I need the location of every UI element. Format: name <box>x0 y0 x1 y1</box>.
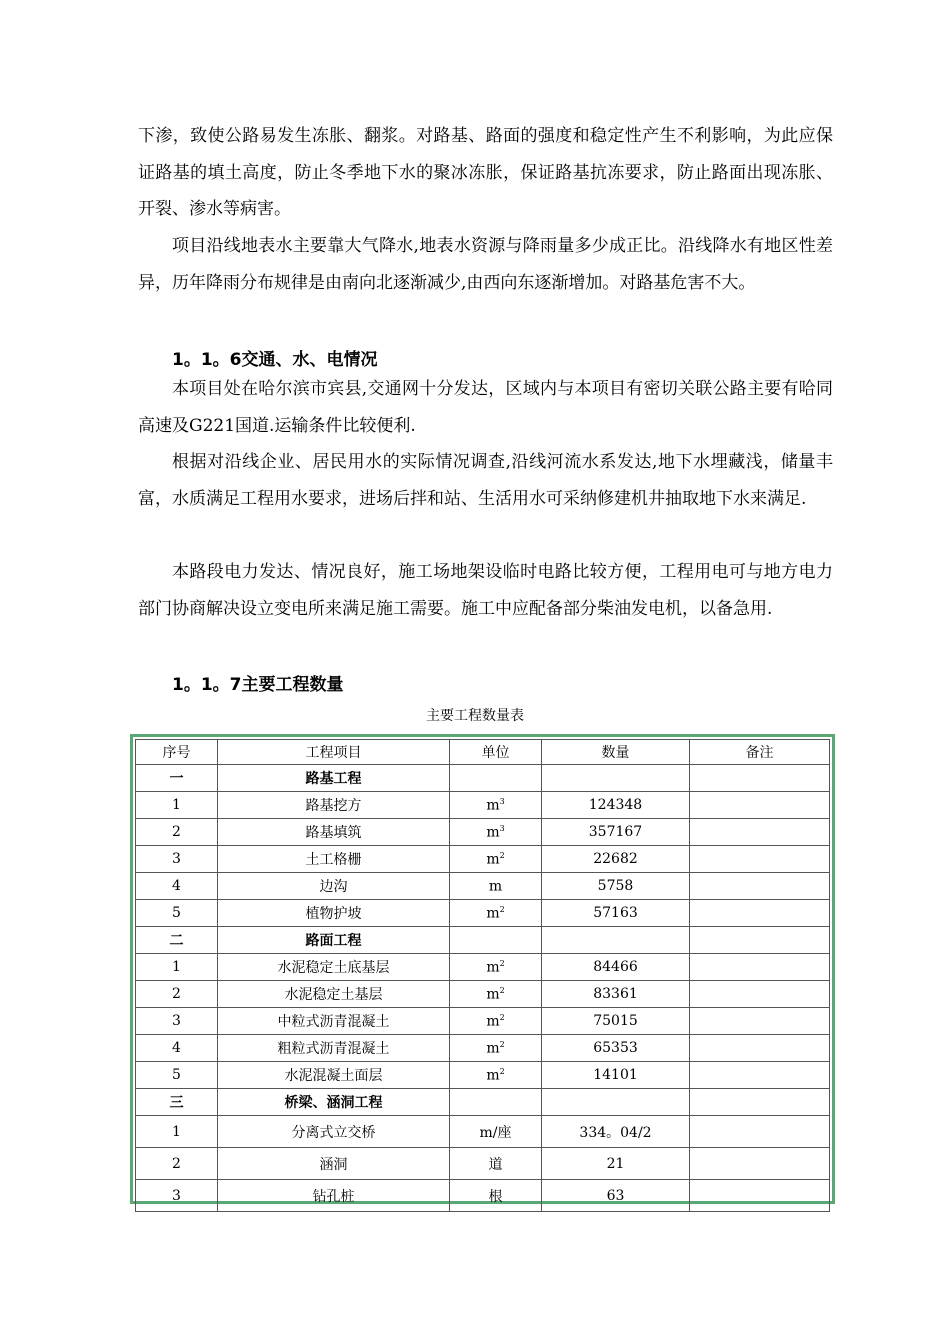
row-quantity: 357167 <box>542 819 690 846</box>
row-unit-exponent: 2 <box>499 904 505 914</box>
row-number: 3 <box>136 846 218 873</box>
row-unit: m <box>486 797 500 814</box>
section-note-empty <box>690 927 830 954</box>
row-unit: m <box>486 1040 500 1057</box>
section-heading-traffic-water-power: 1。1。6交通、水、电情况 <box>172 350 378 370</box>
row-quantity: 334。04/2 <box>542 1116 690 1148</box>
row-note <box>690 873 830 900</box>
row-unit-cell <box>450 1180 542 1212</box>
row-note <box>690 981 830 1008</box>
table-caption: 主要工程数量表 <box>426 708 524 724</box>
row-quantity: 83361 <box>542 981 690 1008</box>
row-number: 2 <box>136 819 218 846</box>
row-item: 植物护坡 <box>218 900 450 927</box>
row-number: 4 <box>136 873 218 900</box>
section-row <box>136 1089 830 1116</box>
row-note <box>690 792 830 819</box>
row-item: 路基挖方 <box>218 792 450 819</box>
table-row <box>136 900 830 927</box>
table-row <box>136 1008 830 1035</box>
row-unit: m <box>486 986 500 1003</box>
header-no: 序号 <box>136 740 218 765</box>
row-item: 水泥稳定土基层 <box>218 981 450 1008</box>
row-unit: m/座 <box>479 1124 512 1141</box>
row-note <box>690 1148 830 1180</box>
header-unit: 单位 <box>450 740 542 765</box>
header-qty: 数量 <box>542 740 690 765</box>
row-unit-cell <box>450 846 542 873</box>
row-quantity: 14101 <box>542 1062 690 1089</box>
section-qty-empty <box>542 1089 690 1116</box>
row-note <box>690 819 830 846</box>
row-unit-cell <box>450 1148 542 1180</box>
section-note-empty <box>690 1089 830 1116</box>
row-unit: m <box>488 878 503 895</box>
row-unit: m <box>486 905 500 922</box>
row-item: 边沟 <box>218 873 450 900</box>
row-note <box>690 900 830 927</box>
row-quantity: 75015 <box>542 1008 690 1035</box>
row-number: 1 <box>136 954 218 981</box>
section-heading-quantities: 1。1。7主要工程数量 <box>172 675 344 695</box>
table-body <box>136 765 830 1212</box>
table-row <box>136 1180 830 1212</box>
table-row <box>136 846 830 873</box>
row-unit-cell <box>450 1035 542 1062</box>
table-row <box>136 792 830 819</box>
section-title: 路面工程 <box>218 927 450 954</box>
section-number: 二 <box>136 927 218 954</box>
row-note <box>690 954 830 981</box>
row-quantity: 124348 <box>542 792 690 819</box>
row-item: 中粒式沥青混凝土 <box>218 1008 450 1035</box>
row-unit-cell <box>450 792 542 819</box>
table-row <box>136 873 830 900</box>
table-row <box>136 981 830 1008</box>
section-qty-empty <box>542 927 690 954</box>
row-unit: m <box>486 1013 500 1030</box>
row-unit-exponent: 2 <box>499 985 505 995</box>
table-row <box>136 954 830 981</box>
row-unit-cell <box>450 819 542 846</box>
section-title: 桥梁、涵洞工程 <box>218 1089 450 1116</box>
row-unit-cell <box>450 900 542 927</box>
paragraph-power: 本路段电力发达、情况良好，施工场地架设临时电路比较方便，工程用电可与地方电力部门协商解决设立变电所来满足施工需要。施工中应配备部分柴油发电机，以备急用. <box>138 562 833 619</box>
paragraph-traffic: 本项目处在哈尔滨市宾县,交通网十分发达，区域内与本项目有密切关联公路主要有哈同高速及G221国道.运输条件比较便利. <box>138 379 833 436</box>
row-quantity: 84466 <box>542 954 690 981</box>
row-number: 3 <box>136 1180 218 1212</box>
quantities-table-frame <box>130 734 835 1204</box>
row-item: 分离式立交桥 <box>218 1116 450 1148</box>
row-unit: m <box>486 851 500 868</box>
row-unit-exponent: 2 <box>499 1066 505 1076</box>
row-quantity: 63 <box>542 1180 690 1212</box>
row-unit-cell <box>450 1116 542 1148</box>
section-number: 一 <box>136 765 218 792</box>
row-number: 2 <box>136 1148 218 1180</box>
row-unit: m <box>486 824 500 841</box>
table-header-row <box>136 740 830 765</box>
row-number: 2 <box>136 981 218 1008</box>
table-row <box>136 1116 830 1148</box>
paragraph-water: 根据对沿线企业、居民用水的实际情况调查,沿线河流水系发达,地下水埋藏浅，储量丰富，水质满足工程用水要求，进场后拌和站、生活用水可采纳修建机井抽取地下水来满足. <box>138 452 833 509</box>
row-unit-exponent: 2 <box>499 958 505 968</box>
section-number: 三 <box>136 1089 218 1116</box>
row-number: 1 <box>136 1116 218 1148</box>
row-unit-cell <box>450 1008 542 1035</box>
paragraph-frost-heave: 下渗，致使公路易发生冻胀、翻浆。对路基、路面的强度和稳定性产生不利影响，为此应保证路基的填土高度，防止冬季地下水的聚冰冻胀，保证路基抗冻要求，防止路面出现冻胀、开裂、渗水等病害。 <box>138 126 833 219</box>
table-row <box>136 819 830 846</box>
row-unit: m <box>486 959 500 976</box>
table-row <box>136 1062 830 1089</box>
row-item: 涵洞 <box>218 1148 450 1180</box>
table-row <box>136 1148 830 1180</box>
row-note <box>690 1180 830 1212</box>
row-quantity: 65353 <box>542 1035 690 1062</box>
row-number: 5 <box>136 900 218 927</box>
section-row <box>136 765 830 792</box>
header-note: 备注 <box>690 740 830 765</box>
row-unit-exponent: 3 <box>499 796 505 806</box>
row-quantity: 57163 <box>542 900 690 927</box>
row-unit-cell <box>450 1062 542 1089</box>
section-note-empty <box>690 765 830 792</box>
row-unit-exponent: 2 <box>499 850 505 860</box>
row-note <box>690 846 830 873</box>
row-item: 粗粒式沥青混凝土 <box>218 1035 450 1062</box>
section-unit-empty <box>450 765 542 792</box>
row-quantity: 21 <box>542 1148 690 1180</box>
row-item: 水泥混凝土面层 <box>218 1062 450 1089</box>
row-item: 土工格栅 <box>218 846 450 873</box>
section-title: 路基工程 <box>218 765 450 792</box>
row-note <box>690 1062 830 1089</box>
row-unit-cell <box>450 873 542 900</box>
row-item: 路基填筑 <box>218 819 450 846</box>
row-note <box>690 1035 830 1062</box>
row-unit-cell <box>450 954 542 981</box>
row-unit: m <box>486 1067 500 1084</box>
row-note <box>690 1116 830 1148</box>
row-quantity: 5758 <box>542 873 690 900</box>
row-unit: 根 <box>488 1188 503 1205</box>
row-number: 1 <box>136 792 218 819</box>
row-number: 5 <box>136 1062 218 1089</box>
row-item: 水泥稳定土底基层 <box>218 954 450 981</box>
row-unit-exponent: 3 <box>499 823 505 833</box>
section-unit-empty <box>450 927 542 954</box>
table-row <box>136 1035 830 1062</box>
paragraph-surface-water: 项目沿线地表水主要靠大气降水,地表水资源与降雨量多少成正比。沿线降水有地区性差异，历年降雨分布规律是由南向北逐渐减少,由西向东逐渐增加。对路基危害不大。 <box>138 236 833 293</box>
row-unit-cell <box>450 981 542 1008</box>
row-unit-exponent: 2 <box>499 1012 505 1022</box>
row-number: 3 <box>136 1008 218 1035</box>
row-unit: 道 <box>488 1156 503 1173</box>
section-unit-empty <box>450 1089 542 1116</box>
row-item: 钻孔桩 <box>218 1180 450 1212</box>
section-qty-empty <box>542 765 690 792</box>
row-unit-exponent: 2 <box>499 1039 505 1049</box>
section-row <box>136 927 830 954</box>
header-item: 工程项目 <box>218 740 450 765</box>
row-number: 4 <box>136 1035 218 1062</box>
row-quantity: 22682 <box>542 846 690 873</box>
quantities-table <box>135 739 830 1212</box>
row-note <box>690 1008 830 1035</box>
